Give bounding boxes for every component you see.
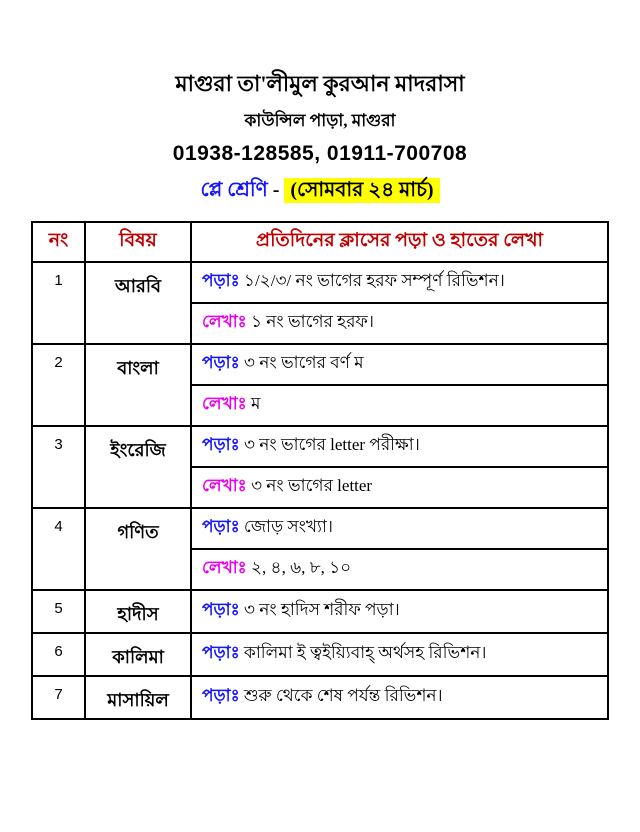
lesson-cell	[191, 385, 608, 426]
read-label: পড়াঃ	[202, 686, 240, 705]
lesson-cell	[191, 676, 608, 719]
routine-table-body	[32, 262, 608, 719]
lesson-cell	[191, 262, 608, 303]
lesson-text: শুরু থেকে শেষ পর্যন্ত রিভিশন।	[239, 686, 443, 705]
lesson-text: ১ নং ভাগের হরফ।	[246, 312, 374, 331]
subject-cell: কালিমা	[85, 633, 191, 676]
class-separator: -	[272, 178, 280, 201]
row-number: 1	[32, 262, 85, 344]
subject-cell: গণিত	[85, 508, 191, 590]
lesson-text: ৩ নং ভাগের বর্ণ ম	[239, 353, 364, 372]
subject-cell: ইংরেজি	[85, 426, 191, 508]
row-number: 4	[32, 508, 85, 590]
class-line	[0, 175, 640, 208]
row-number: 6	[32, 633, 85, 676]
column-header-subject: বিষয়	[85, 222, 191, 262]
class-name: প্লে শ্রেণি	[200, 178, 268, 201]
lesson-cell	[191, 508, 608, 549]
class-date-highlight: (সোমবার ২৪ মার্চ)	[284, 178, 439, 203]
lesson-cell	[191, 467, 608, 508]
page-subtitle: কাউন্সিল পাড়া, মাগুরা	[244, 110, 396, 130]
lesson-cell	[191, 549, 608, 590]
table-row	[32, 426, 608, 467]
read-label: পড়াঃ	[202, 643, 240, 662]
read-label: পড়াঃ	[202, 435, 240, 454]
subject-cell: মাসায়িল	[85, 676, 191, 719]
phone-numbers: 01938-128585, 01911-700708	[172, 141, 468, 165]
lesson-text: কালিমা ই ত্বইয়্যিবাহ্ অর্থসহ রিভিশন।	[239, 643, 487, 662]
row-number: 2	[32, 344, 85, 426]
lesson-cell	[191, 426, 608, 467]
lesson-cell	[191, 344, 608, 385]
table-header-row	[32, 222, 608, 262]
table-row	[32, 676, 608, 719]
lesson-text: ২, ৪, ৬, ৮, ১০	[246, 558, 352, 577]
write-label: লেখাঃ	[202, 394, 247, 413]
lesson-text: জোড় সংখ্যা।	[239, 517, 333, 536]
table-row	[32, 344, 608, 385]
lesson-text: ৩ নং হাদিস শরীফ পড়া।	[239, 600, 400, 619]
row-number: 7	[32, 676, 85, 719]
write-label: লেখাঃ	[202, 312, 247, 331]
column-header-lessons: প্রতিদিনের ক্লাসের পড়া ও হাতের লেখা	[191, 222, 608, 262]
row-number: 3	[32, 426, 85, 508]
lesson-text: ১/২/৩/ নং ভাগের হরফ সম্পূর্ণ রিভিশন।	[239, 271, 505, 290]
page-title: মাগুরা তা'লীমুল কুরআন মাদরাসা	[175, 71, 465, 96]
lesson-cell	[191, 303, 608, 344]
table-row	[32, 590, 608, 633]
read-label: পড়াঃ	[202, 600, 240, 619]
read-label: পড়াঃ	[202, 353, 240, 372]
column-header-number: নং	[32, 222, 85, 262]
row-number: 5	[32, 590, 85, 633]
subject-cell: হাদীস	[85, 590, 191, 633]
lesson-cell	[191, 633, 608, 676]
read-label: পড়াঃ	[202, 271, 240, 290]
routine-table	[31, 221, 609, 720]
lesson-text: ৩ নং ভাগের letter	[246, 476, 373, 495]
lesson-cell	[191, 590, 608, 633]
table-row	[32, 633, 608, 676]
read-label: পড়াঃ	[202, 517, 240, 536]
write-label: লেখাঃ	[202, 558, 247, 577]
table-row	[32, 262, 608, 303]
subject-cell: বাংলা	[85, 344, 191, 426]
table-row	[32, 508, 608, 549]
lesson-text: ম	[246, 394, 261, 413]
write-label: লেখাঃ	[202, 476, 247, 495]
lesson-text: ৩ নং ভাগের letter পরীক্ষা।	[239, 435, 420, 454]
document-header	[0, 0, 640, 208]
subject-cell: আরবি	[85, 262, 191, 344]
